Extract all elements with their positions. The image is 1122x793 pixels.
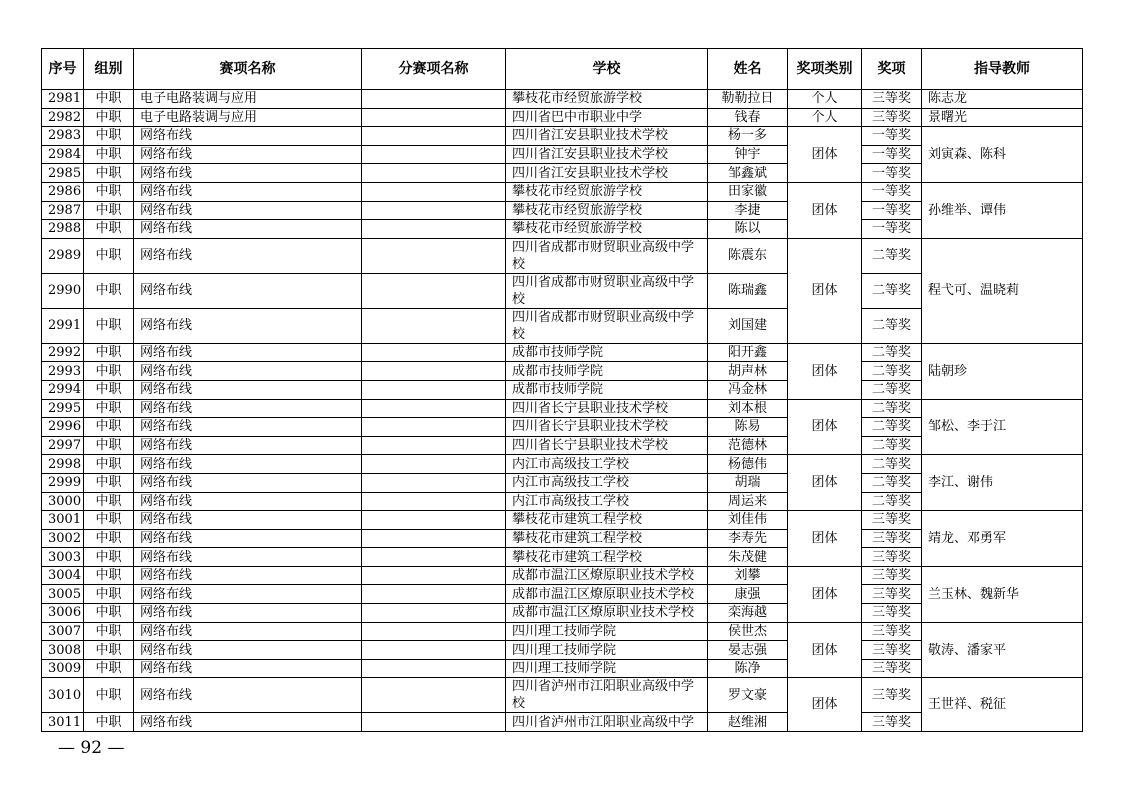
cell-school: 内江市高级技工学校 (506, 455, 708, 474)
cell-award: 三等奖 (862, 622, 922, 641)
cell-event: 网络布线 (134, 436, 362, 455)
cell-serial: 2999 (42, 473, 84, 492)
cell-teacher: 陈志龙 (922, 90, 1083, 109)
cell-serial: 2995 (42, 399, 84, 418)
cell-school: 成都市温江区燎原职业技术学校 (506, 585, 708, 604)
cell-award: 三等奖 (862, 511, 922, 530)
cell-award: 三等奖 (862, 90, 922, 109)
cell-sub-event (362, 492, 506, 511)
cell-event: 网络布线 (134, 220, 362, 239)
cell-award: 三等奖 (862, 641, 922, 660)
cell-name: 李寿先 (708, 529, 788, 548)
cell-group: 中职 (84, 380, 134, 399)
cell-name: 朱茂健 (708, 548, 788, 567)
cell-group: 中职 (84, 418, 134, 437)
cell-sub-event (362, 343, 506, 362)
cell-school: 四川省成都市财贸职业高级中学校 (506, 238, 708, 273)
cell-name: 赵维湘 (708, 713, 788, 732)
cell-school: 成都市温江区燎原职业技术学校 (506, 566, 708, 585)
cell-award: 三等奖 (862, 548, 922, 567)
table-row (42, 678, 1083, 713)
cell-event: 网络布线 (134, 548, 362, 567)
cell-school: 四川理工技师学院 (506, 641, 708, 660)
cell-award-category: 个人 (788, 90, 862, 109)
cell-award-category: 团体 (788, 238, 862, 343)
cell-event: 网络布线 (134, 273, 362, 308)
cell-award: 二等奖 (862, 418, 922, 437)
cell-school: 攀枝花市建筑工程学校 (506, 511, 708, 530)
cell-event: 网络布线 (134, 145, 362, 164)
header-school: 学校 (506, 49, 708, 90)
cell-award-category: 团体 (788, 182, 862, 238)
page-number: — 92 — (58, 738, 125, 758)
cell-serial: 2994 (42, 380, 84, 399)
cell-name: 陈净 (708, 659, 788, 678)
cell-name: 侯世杰 (708, 622, 788, 641)
cell-name: 康强 (708, 585, 788, 604)
cell-event: 网络布线 (134, 529, 362, 548)
cell-sub-event (362, 164, 506, 183)
cell-serial: 3011 (42, 713, 84, 732)
cell-group: 中职 (84, 641, 134, 660)
cell-group: 中职 (84, 182, 134, 201)
cell-award-category: 团体 (788, 343, 862, 399)
cell-serial: 2991 (42, 308, 84, 343)
cell-award: 二等奖 (862, 436, 922, 455)
cell-award: 二等奖 (862, 455, 922, 474)
cell-teacher: 孙维举、谭伟 (922, 182, 1083, 238)
cell-award: 二等奖 (862, 273, 922, 308)
cell-name: 李捷 (708, 201, 788, 220)
header-serial: 序号 (42, 49, 84, 90)
cell-school: 内江市高级技工学校 (506, 473, 708, 492)
cell-serial: 3007 (42, 622, 84, 641)
cell-award: 一等奖 (862, 145, 922, 164)
cell-event: 网络布线 (134, 713, 362, 732)
cell-award: 三等奖 (862, 659, 922, 678)
cell-name: 田家徽 (708, 182, 788, 201)
cell-school: 攀枝花市经贸旅游学校 (506, 220, 708, 239)
cell-name: 钟宇 (708, 145, 788, 164)
header-group: 组别 (84, 49, 134, 90)
cell-serial: 2985 (42, 164, 84, 183)
cell-group: 中职 (84, 511, 134, 530)
cell-name: 罗文豪 (708, 678, 788, 713)
cell-event: 电子电路装调与应用 (134, 90, 362, 109)
cell-event: 网络布线 (134, 641, 362, 660)
cell-sub-event (362, 713, 506, 732)
cell-name: 胡瑞 (708, 473, 788, 492)
cell-school: 攀枝花市建筑工程学校 (506, 529, 708, 548)
cell-event: 网络布线 (134, 455, 362, 474)
award-table (41, 48, 1083, 732)
cell-teacher: 王世祥、税征 (922, 678, 1083, 732)
cell-award: 一等奖 (862, 182, 922, 201)
cell-name: 刘攀 (708, 566, 788, 585)
header-name: 姓名 (708, 49, 788, 90)
cell-award: 三等奖 (862, 566, 922, 585)
cell-award: 二等奖 (862, 362, 922, 381)
cell-school: 四川省江安县职业技术学校 (506, 164, 708, 183)
header-award: 奖项 (862, 49, 922, 90)
cell-group: 中职 (84, 343, 134, 362)
cell-award: 二等奖 (862, 492, 922, 511)
cell-sub-event (362, 308, 506, 343)
cell-event: 网络布线 (134, 585, 362, 604)
cell-name: 冯金林 (708, 380, 788, 399)
cell-award-category: 团体 (788, 511, 862, 567)
cell-award: 一等奖 (862, 201, 922, 220)
cell-teacher: 兰玉林、魏新华 (922, 566, 1083, 622)
cell-school: 成都市温江区燎原职业技术学校 (506, 604, 708, 623)
table-row (42, 90, 1083, 109)
cell-group: 中职 (84, 473, 134, 492)
cell-group: 中职 (84, 220, 134, 239)
cell-teacher: 靖龙、邓勇军 (922, 511, 1083, 567)
table-row (42, 108, 1083, 127)
table-row (42, 511, 1083, 530)
cell-group: 中职 (84, 659, 134, 678)
header-event: 赛项名称 (134, 49, 362, 90)
cell-serial: 2997 (42, 436, 84, 455)
table-body (42, 90, 1083, 732)
cell-school: 四川省泸州市江阳职业高级中学校 (506, 678, 708, 713)
cell-sub-event (362, 604, 506, 623)
cell-teacher: 刘寅森、陈科 (922, 127, 1083, 183)
cell-school: 四川省江安县职业技术学校 (506, 145, 708, 164)
cell-award-category: 团体 (788, 566, 862, 622)
cell-name: 杨一多 (708, 127, 788, 146)
cell-serial: 3000 (42, 492, 84, 511)
cell-group: 中职 (84, 164, 134, 183)
cell-event: 网络布线 (134, 308, 362, 343)
cell-serial: 2984 (42, 145, 84, 164)
cell-group: 中职 (84, 238, 134, 273)
cell-group: 中职 (84, 566, 134, 585)
cell-serial: 2992 (42, 343, 84, 362)
cell-group: 中职 (84, 622, 134, 641)
cell-serial: 2996 (42, 418, 84, 437)
cell-award-category: 团体 (788, 622, 862, 678)
cell-award-category: 团体 (788, 678, 862, 732)
cell-group: 中职 (84, 713, 134, 732)
cell-event: 电子电路装调与应用 (134, 108, 362, 127)
header-teacher: 指导教师 (922, 49, 1083, 90)
header-row (42, 49, 1083, 90)
cell-name: 栾海越 (708, 604, 788, 623)
table-row (42, 455, 1083, 474)
cell-serial: 3009 (42, 659, 84, 678)
cell-group: 中职 (84, 436, 134, 455)
cell-group: 中职 (84, 492, 134, 511)
cell-school: 成都市技师学院 (506, 380, 708, 399)
cell-sub-event (362, 436, 506, 455)
cell-serial: 2993 (42, 362, 84, 381)
cell-event: 网络布线 (134, 127, 362, 146)
cell-group: 中职 (84, 585, 134, 604)
cell-sub-event (362, 108, 506, 127)
cell-school: 四川理工技师学院 (506, 659, 708, 678)
table-row (42, 622, 1083, 641)
cell-school: 攀枝花市建筑工程学校 (506, 548, 708, 567)
cell-award: 二等奖 (862, 380, 922, 399)
cell-event: 网络布线 (134, 343, 362, 362)
cell-name: 周运来 (708, 492, 788, 511)
header-award-category: 奖项类别 (788, 49, 862, 90)
cell-name: 钱春 (708, 108, 788, 127)
cell-serial: 2986 (42, 182, 84, 201)
cell-award: 二等奖 (862, 343, 922, 362)
header-sub-event: 分赛项名称 (362, 49, 506, 90)
cell-award: 二等奖 (862, 473, 922, 492)
cell-group: 中职 (84, 201, 134, 220)
cell-sub-event (362, 455, 506, 474)
cell-sub-event (362, 622, 506, 641)
cell-award: 三等奖 (862, 713, 922, 732)
cell-award-category: 团体 (788, 127, 862, 183)
cell-award: 三等奖 (862, 108, 922, 127)
table-row (42, 566, 1083, 585)
cell-event: 网络布线 (134, 399, 362, 418)
cell-serial: 2987 (42, 201, 84, 220)
cell-sub-event (362, 238, 506, 273)
cell-award: 三等奖 (862, 604, 922, 623)
cell-school: 四川省巴中市职业中学 (506, 108, 708, 127)
cell-teacher: 李江、谢伟 (922, 455, 1083, 511)
cell-name: 刘本根 (708, 399, 788, 418)
cell-teacher: 敬涛、潘家平 (922, 622, 1083, 678)
cell-serial: 3010 (42, 678, 84, 713)
cell-school: 四川省成都市财贸职业高级中学校 (506, 308, 708, 343)
cell-award: 二等奖 (862, 238, 922, 273)
cell-sub-event (362, 201, 506, 220)
cell-sub-event (362, 145, 506, 164)
cell-sub-event (362, 548, 506, 567)
cell-event: 网络布线 (134, 659, 362, 678)
cell-sub-event (362, 659, 506, 678)
cell-school: 四川省成都市财贸职业高级中学校 (506, 273, 708, 308)
cell-award: 二等奖 (862, 308, 922, 343)
cell-serial: 3003 (42, 548, 84, 567)
cell-school: 四川省泸州市江阳职业高级中学 (506, 713, 708, 732)
cell-teacher: 程弋可、温晓莉 (922, 238, 1083, 343)
cell-serial: 3005 (42, 585, 84, 604)
cell-school: 内江市高级技工学校 (506, 492, 708, 511)
cell-name: 陈以 (708, 220, 788, 239)
table-row (42, 343, 1083, 362)
cell-serial: 3008 (42, 641, 84, 660)
cell-sub-event (362, 678, 506, 713)
cell-group: 中职 (84, 127, 134, 146)
cell-name: 陈震东 (708, 238, 788, 273)
cell-serial: 2998 (42, 455, 84, 474)
cell-event: 网络布线 (134, 201, 362, 220)
cell-group: 中职 (84, 548, 134, 567)
cell-award: 三等奖 (862, 585, 922, 604)
cell-serial: 3001 (42, 511, 84, 530)
cell-event: 网络布线 (134, 622, 362, 641)
cell-group: 中职 (84, 678, 134, 713)
cell-sub-event (362, 380, 506, 399)
cell-group: 中职 (84, 455, 134, 474)
cell-sub-event (362, 473, 506, 492)
cell-award: 一等奖 (862, 220, 922, 239)
cell-teacher: 邹松、李于江 (922, 399, 1083, 455)
cell-serial: 2990 (42, 273, 84, 308)
cell-sub-event (362, 182, 506, 201)
cell-event: 网络布线 (134, 604, 362, 623)
cell-event: 网络布线 (134, 678, 362, 713)
cell-group: 中职 (84, 308, 134, 343)
cell-event: 网络布线 (134, 238, 362, 273)
table-row (42, 399, 1083, 418)
cell-name: 胡声林 (708, 362, 788, 381)
cell-sub-event (362, 90, 506, 109)
cell-award-category: 团体 (788, 399, 862, 455)
cell-award: 一等奖 (862, 164, 922, 183)
cell-serial: 2988 (42, 220, 84, 239)
cell-award: 三等奖 (862, 678, 922, 713)
cell-group: 中职 (84, 273, 134, 308)
cell-school: 成都市技师学院 (506, 343, 708, 362)
cell-sub-event (362, 273, 506, 308)
cell-serial: 2983 (42, 127, 84, 146)
cell-sub-event (362, 529, 506, 548)
cell-name: 范德林 (708, 436, 788, 455)
cell-sub-event (362, 418, 506, 437)
cell-school: 四川理工技师学院 (506, 622, 708, 641)
cell-serial: 3006 (42, 604, 84, 623)
cell-event: 网络布线 (134, 473, 362, 492)
cell-sub-event (362, 127, 506, 146)
cell-name: 刘国建 (708, 308, 788, 343)
cell-name: 邹鑫斌 (708, 164, 788, 183)
cell-teacher: 景曙光 (922, 108, 1083, 127)
cell-school: 四川省长宁县职业技术学校 (506, 436, 708, 455)
cell-teacher: 陆朝珍 (922, 343, 1083, 399)
cell-name: 勒勒拉日 (708, 90, 788, 109)
cell-name: 杨德伟 (708, 455, 788, 474)
cell-group: 中职 (84, 108, 134, 127)
cell-sub-event (362, 220, 506, 239)
cell-school: 攀枝花市经贸旅游学校 (506, 201, 708, 220)
cell-name: 陈易 (708, 418, 788, 437)
cell-award: 三等奖 (862, 529, 922, 548)
cell-serial: 2982 (42, 108, 84, 127)
cell-award: 二等奖 (862, 399, 922, 418)
cell-event: 网络布线 (134, 164, 362, 183)
cell-group: 中职 (84, 90, 134, 109)
cell-serial: 2989 (42, 238, 84, 273)
cell-event: 网络布线 (134, 182, 362, 201)
cell-name: 陈瑞鑫 (708, 273, 788, 308)
cell-school: 攀枝花市经贸旅游学校 (506, 90, 708, 109)
cell-event: 网络布线 (134, 566, 362, 585)
cell-sub-event (362, 399, 506, 418)
cell-sub-event (362, 566, 506, 585)
cell-group: 中职 (84, 399, 134, 418)
cell-group: 中职 (84, 529, 134, 548)
cell-sub-event (362, 641, 506, 660)
cell-award-category: 个人 (788, 108, 862, 127)
cell-event: 网络布线 (134, 362, 362, 381)
cell-serial: 2981 (42, 90, 84, 109)
cell-name: 晏志强 (708, 641, 788, 660)
cell-school: 四川省江安县职业技术学校 (506, 127, 708, 146)
cell-event: 网络布线 (134, 492, 362, 511)
cell-group: 中职 (84, 362, 134, 381)
cell-school: 四川省长宁县职业技术学校 (506, 418, 708, 437)
cell-school: 攀枝花市经贸旅游学校 (506, 182, 708, 201)
cell-name: 阳开鑫 (708, 343, 788, 362)
table-row (42, 238, 1083, 273)
cell-name: 刘佳伟 (708, 511, 788, 530)
cell-group: 中职 (84, 145, 134, 164)
cell-award: 一等奖 (862, 127, 922, 146)
cell-event: 网络布线 (134, 511, 362, 530)
cell-school: 成都市技师学院 (506, 362, 708, 381)
cell-group: 中职 (84, 604, 134, 623)
cell-event: 网络布线 (134, 380, 362, 399)
table-row (42, 127, 1083, 146)
cell-sub-event (362, 511, 506, 530)
table-row (42, 182, 1083, 201)
cell-sub-event (362, 362, 506, 381)
cell-award-category: 团体 (788, 455, 862, 511)
cell-sub-event (362, 585, 506, 604)
cell-serial: 3004 (42, 566, 84, 585)
cell-event: 网络布线 (134, 418, 362, 437)
cell-serial: 3002 (42, 529, 84, 548)
cell-school: 四川省长宁县职业技术学校 (506, 399, 708, 418)
